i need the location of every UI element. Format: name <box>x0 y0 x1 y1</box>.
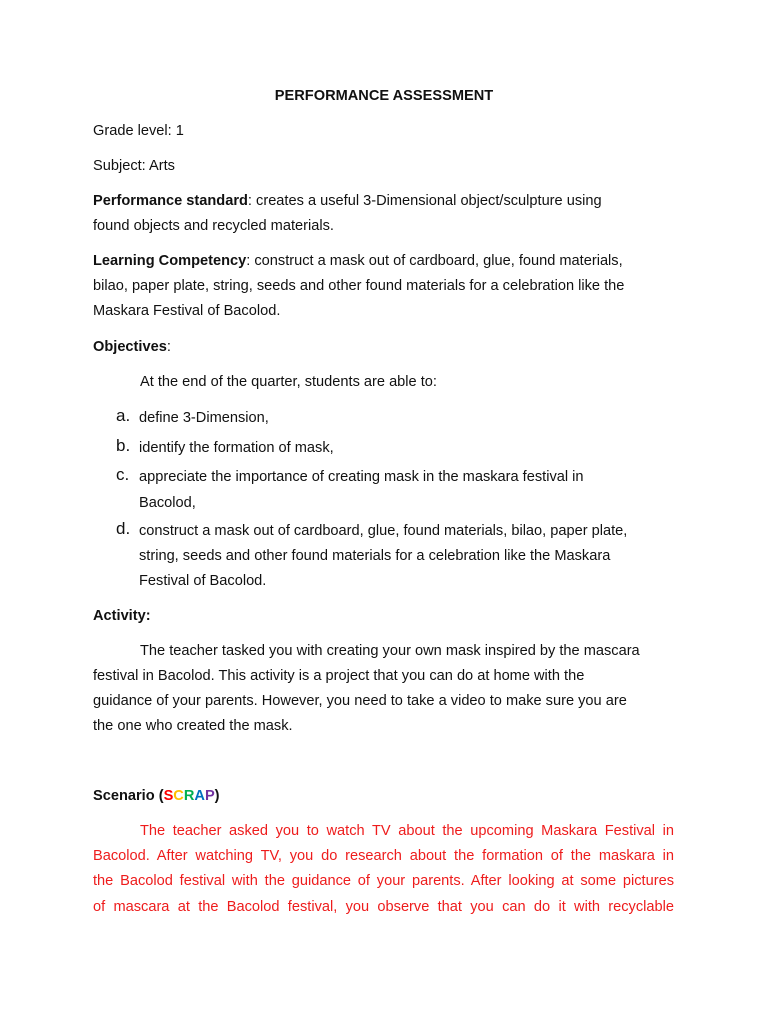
objectives-colon: : <box>166 339 171 355</box>
scrap-letter-s: S <box>163 788 174 804</box>
scrap-letter-p: P <box>204 788 215 804</box>
objective-marker-a: a. <box>116 406 131 425</box>
learning-competency-text: : construct a mask out of cardboard, glue, found materials, <box>246 253 623 269</box>
performance-standard-label: Performance standard <box>93 193 248 209</box>
learning-competency-line-1 <box>93 252 623 270</box>
objectives-intro: At the end of the quarter, students are able to: <box>140 374 437 390</box>
scenario-line-2: Bacolod. After watching TV, you do research about the formation of the maskara in <box>93 848 674 864</box>
activity-label: Activity: <box>93 608 151 624</box>
objective-c-line-2: Bacolod, <box>139 495 196 511</box>
scenario-label: Scenario ( <box>93 788 164 804</box>
scrap-letter-r: R <box>183 788 195 804</box>
objective-c-line-1: appreciate the importance of creating mask in the maskara festival in <box>139 469 584 485</box>
performance-standard-text: : creates a useful 3-Dimensional object/sculpture using <box>247 193 602 209</box>
scenario-line-4: of mascara at the Bacolod festival, you observe that you can do it with recyclable <box>93 899 674 915</box>
activity-line-1: The teacher tasked you with creating your own mask inspired by the mascara <box>140 643 640 659</box>
performance-standard-line-1 <box>93 192 602 210</box>
objective-a-line-1: define 3-Dimension, <box>139 410 269 426</box>
scenario-line-3: the Bacolod festival with the guidance of your parents. After looking at some pictures <box>93 873 674 889</box>
performance-standard-line-2: found objects and recycled materials. <box>93 218 334 234</box>
activity-line-4: the one who created the mask. <box>93 718 293 734</box>
objectives-label: Objectives <box>93 339 167 355</box>
objective-marker-b: b. <box>116 436 131 455</box>
objective-b-line-1: identify the formation of mask, <box>139 440 334 456</box>
objective-d-line-1: construct a mask out of cardboard, glue, found materials, bilao, paper plate, <box>139 523 628 539</box>
activity-heading <box>93 607 151 625</box>
scenario-heading <box>93 787 220 805</box>
learning-competency-line-3: Maskara Festival of Bacolod. <box>93 303 281 319</box>
activity-line-2: festival in Bacolod. This activity is a project that you can do at home with the <box>93 668 585 684</box>
learning-competency-line-2: bilao, paper plate, string, seeds and other found materials for a celebration like the <box>93 278 625 294</box>
grade-level: Grade level: 1 <box>93 123 184 139</box>
scrap-letter-c: C <box>173 788 184 804</box>
objectives-heading <box>93 338 171 356</box>
page-title: PERFORMANCE ASSESSMENT <box>274 88 494 104</box>
activity-line-3: guidance of your parents. However, you need to take a video to make sure you are <box>93 693 627 709</box>
subject: Subject: Arts <box>93 158 175 174</box>
scenario-line-1: The teacher asked you to watch TV about the upcoming Maskara Festival in <box>140 823 674 839</box>
scenario-label-end: ) <box>214 788 220 804</box>
learning-competency-label: Learning Competency <box>93 253 247 269</box>
objective-marker-c: c. <box>116 465 130 484</box>
objective-d-line-3: Festival of Bacolod. <box>139 573 267 589</box>
objective-marker-d: d. <box>116 519 131 538</box>
objective-d-line-2: string, seeds and other found materials for a celebration like the Maskara <box>139 548 611 564</box>
scrap-letter-a: A <box>194 788 205 804</box>
